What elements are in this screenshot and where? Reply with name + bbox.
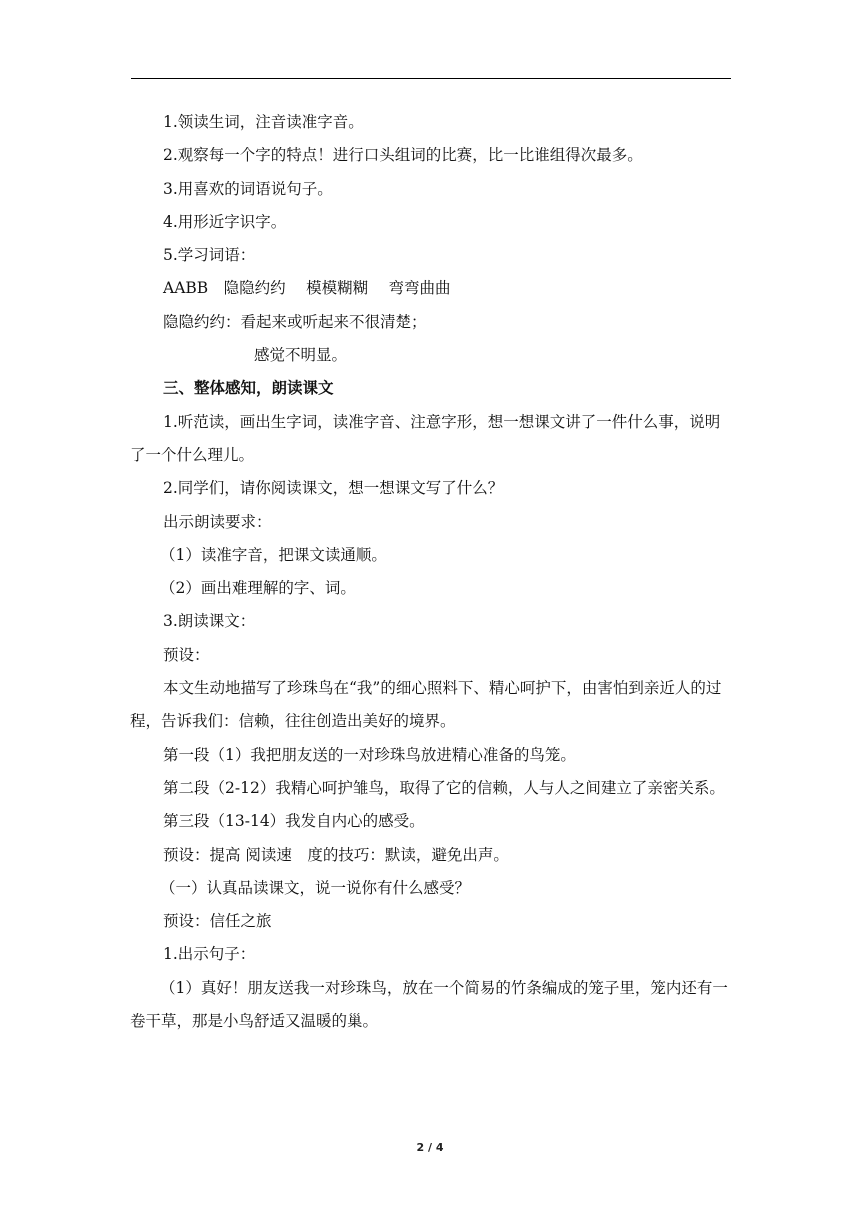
step-5: 5.学习词语： [163,246,256,265]
document-body [130,106,735,1038]
page-number: 2 / 4 [416,1141,444,1154]
preset-label: 预设： [163,645,210,664]
careful-reading-question: （一）认真品读课文，说一说你有什么感受？ [160,878,471,897]
listen-read-instruction: 1.听范读，画出生字词，读准字音、注意字形，想一想课文讲了一件什么事，说明了一个什么理儿。 [130,412,721,464]
step-1: 1.领读生词，注音读准字音。 [163,113,364,131]
step-2: 2.观察每一个字的特点！进行口头组词的比赛，比一比谁组得次最多。 [163,146,643,165]
word-definition-continued: 感觉不明显。 [254,346,348,365]
paragraph-2-summary: 第二段（2-12）我精心呵护雏鸟，取得了它的信赖，人与人之间建立了亲密关系。 [163,778,725,797]
section-heading: 三、整体感知，朗读课文 [163,379,334,398]
read-aloud-label: 3.朗读课文： [163,612,256,631]
word-pattern-examples: AABB 隐隐约约 模模糊糊 弯弯曲曲 [163,279,451,298]
paragraph-1-summary: 第一段（1）我把朋友送的一对珍珠鸟放进精心准备的鸟笼。 [163,745,576,764]
header-rule [131,78,731,79]
show-sentence-label: 1.出示句子： [163,945,256,964]
text-summary: 本文生动地描写了珍珠鸟在“我”的细心照料下、精心呵护下，由害怕到亲近人的过程，告诉我们：信赖，往往创造出美好的境界。 [130,679,722,731]
word-definition: 隐隐约约：看起来或听起来不很清楚； [163,312,427,331]
requirement-2: （2）画出难理解的字、词。 [160,579,356,598]
reading-requirements-label: 出示朗读要求： [163,512,272,531]
trust-journey: 预设：信任之旅 [163,912,272,931]
step-3: 3.用喜欢的词语说句子。 [163,179,333,198]
step-4: 4.用形近字识字。 [163,212,287,231]
requirement-1: （1）读准字音，把课文读通顺。 [160,545,387,564]
reading-speed-tip: 预设：提高 阅读速 度的技巧：默读，避免出声。 [163,845,509,864]
read-text-question: 2.同学们，请你阅读课文，想一想课文写了什么？ [163,479,504,498]
sentence-1: （1）真好！朋友送我一对珍珠鸟，放在一个简易的竹条编成的笼子里，笼内还有一卷干草，那是小鸟舒适又温暖的巢。 [130,978,728,1031]
paragraph-3-summary: 第三段（13-14）我发自内心的感受。 [163,812,425,831]
